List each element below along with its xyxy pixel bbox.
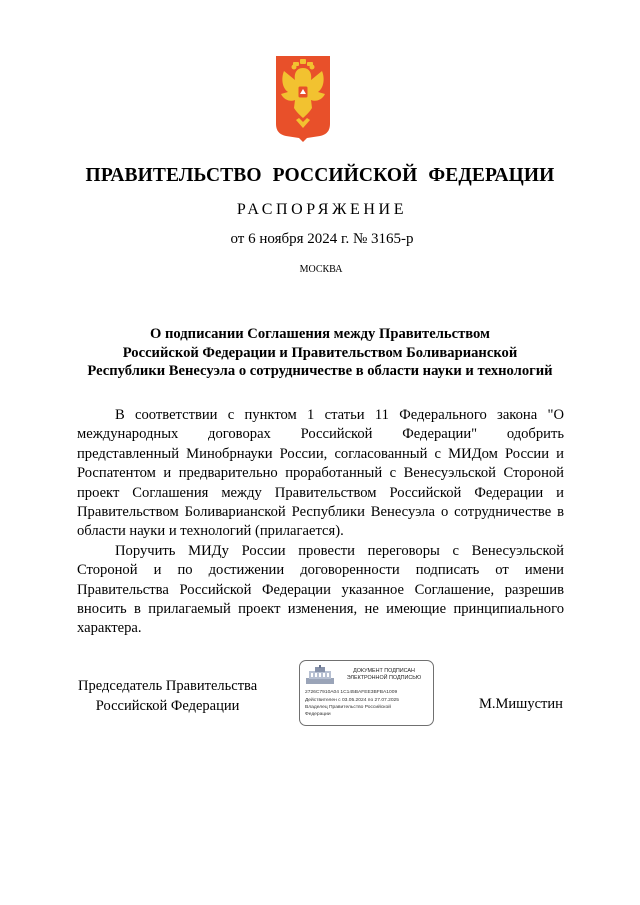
date-and-number: от 6 ноября 2024 г. № 3165-р <box>230 231 414 247</box>
government-building-icon <box>305 665 335 685</box>
city: МОСКВА <box>299 264 343 275</box>
document-heading <box>72 325 568 381</box>
stamp-title <box>337 668 431 681</box>
certificate-validity: Действителен с 03.05.2024 по 27.07.2025 <box>305 698 399 703</box>
heading-line: Республики Венесуэла о сотрудничестве в области науки и технологий <box>87 363 553 380</box>
coat-of-arms-icon <box>276 56 330 142</box>
document-body <box>77 406 564 639</box>
government-title: ПРАВИТЕЛЬСТВО РОССИЙСКОЙ ФЕДЕРАЦИИ <box>85 165 555 186</box>
signatory-position-line: Российской Федерации <box>95 697 240 714</box>
stamp-title-line: ЭЛЕКТРОННОЙ ПОДПИСЬЮ <box>346 674 422 681</box>
document-type: РАСПОРЯЖЕНИЕ <box>236 201 408 218</box>
signatory-position <box>78 677 257 716</box>
body-paragraph: В соответствии с пунктом 1 статьи 11 Федерального закона "О международных договорах Российской Федерации" одобрить представленный Минобрнауки России, согласованный с МИДом России и Роспатентом и предварительно проработанный с Венесуэльской Стороной проект Соглашения между Правительством Российской Федерации и Правительством Боливарианской Республики Венесуэла о сотрудничестве в области науки и технологий (прилагается). <box>77 407 564 540</box>
stamp-title-line: ДОКУМЕНТ ПОДПИСАН <box>353 668 415 674</box>
heading-line: Российской Федерации и Правительством Боливарианской <box>122 344 518 361</box>
signatory-position-line: Председатель Правительства <box>78 678 258 694</box>
heading-line: О подписании Соглашения между Правительством <box>150 326 490 342</box>
stamp-certificate-info <box>305 689 431 718</box>
certificate-owner: Федерации <box>305 712 331 717</box>
body-paragraph: Поручить МИДу России провести переговоры с Венесуэльской Стороной и по достижении договоренности подписать от имени Правительства Российской Федерации указанное Соглашение, разрешив вносить в прилагаемый проект изменения, не имеющие принципиального характера. <box>77 542 564 637</box>
certificate-serial: 2726C7910A04 1C145BAFEE3BFBA1009 <box>305 690 398 695</box>
electronic-signature-stamp <box>299 660 434 726</box>
signer-name: М.Мишустин <box>479 696 563 712</box>
stamp-header <box>305 665 429 685</box>
certificate-owner: Владелец Правительство Российской <box>305 705 391 710</box>
